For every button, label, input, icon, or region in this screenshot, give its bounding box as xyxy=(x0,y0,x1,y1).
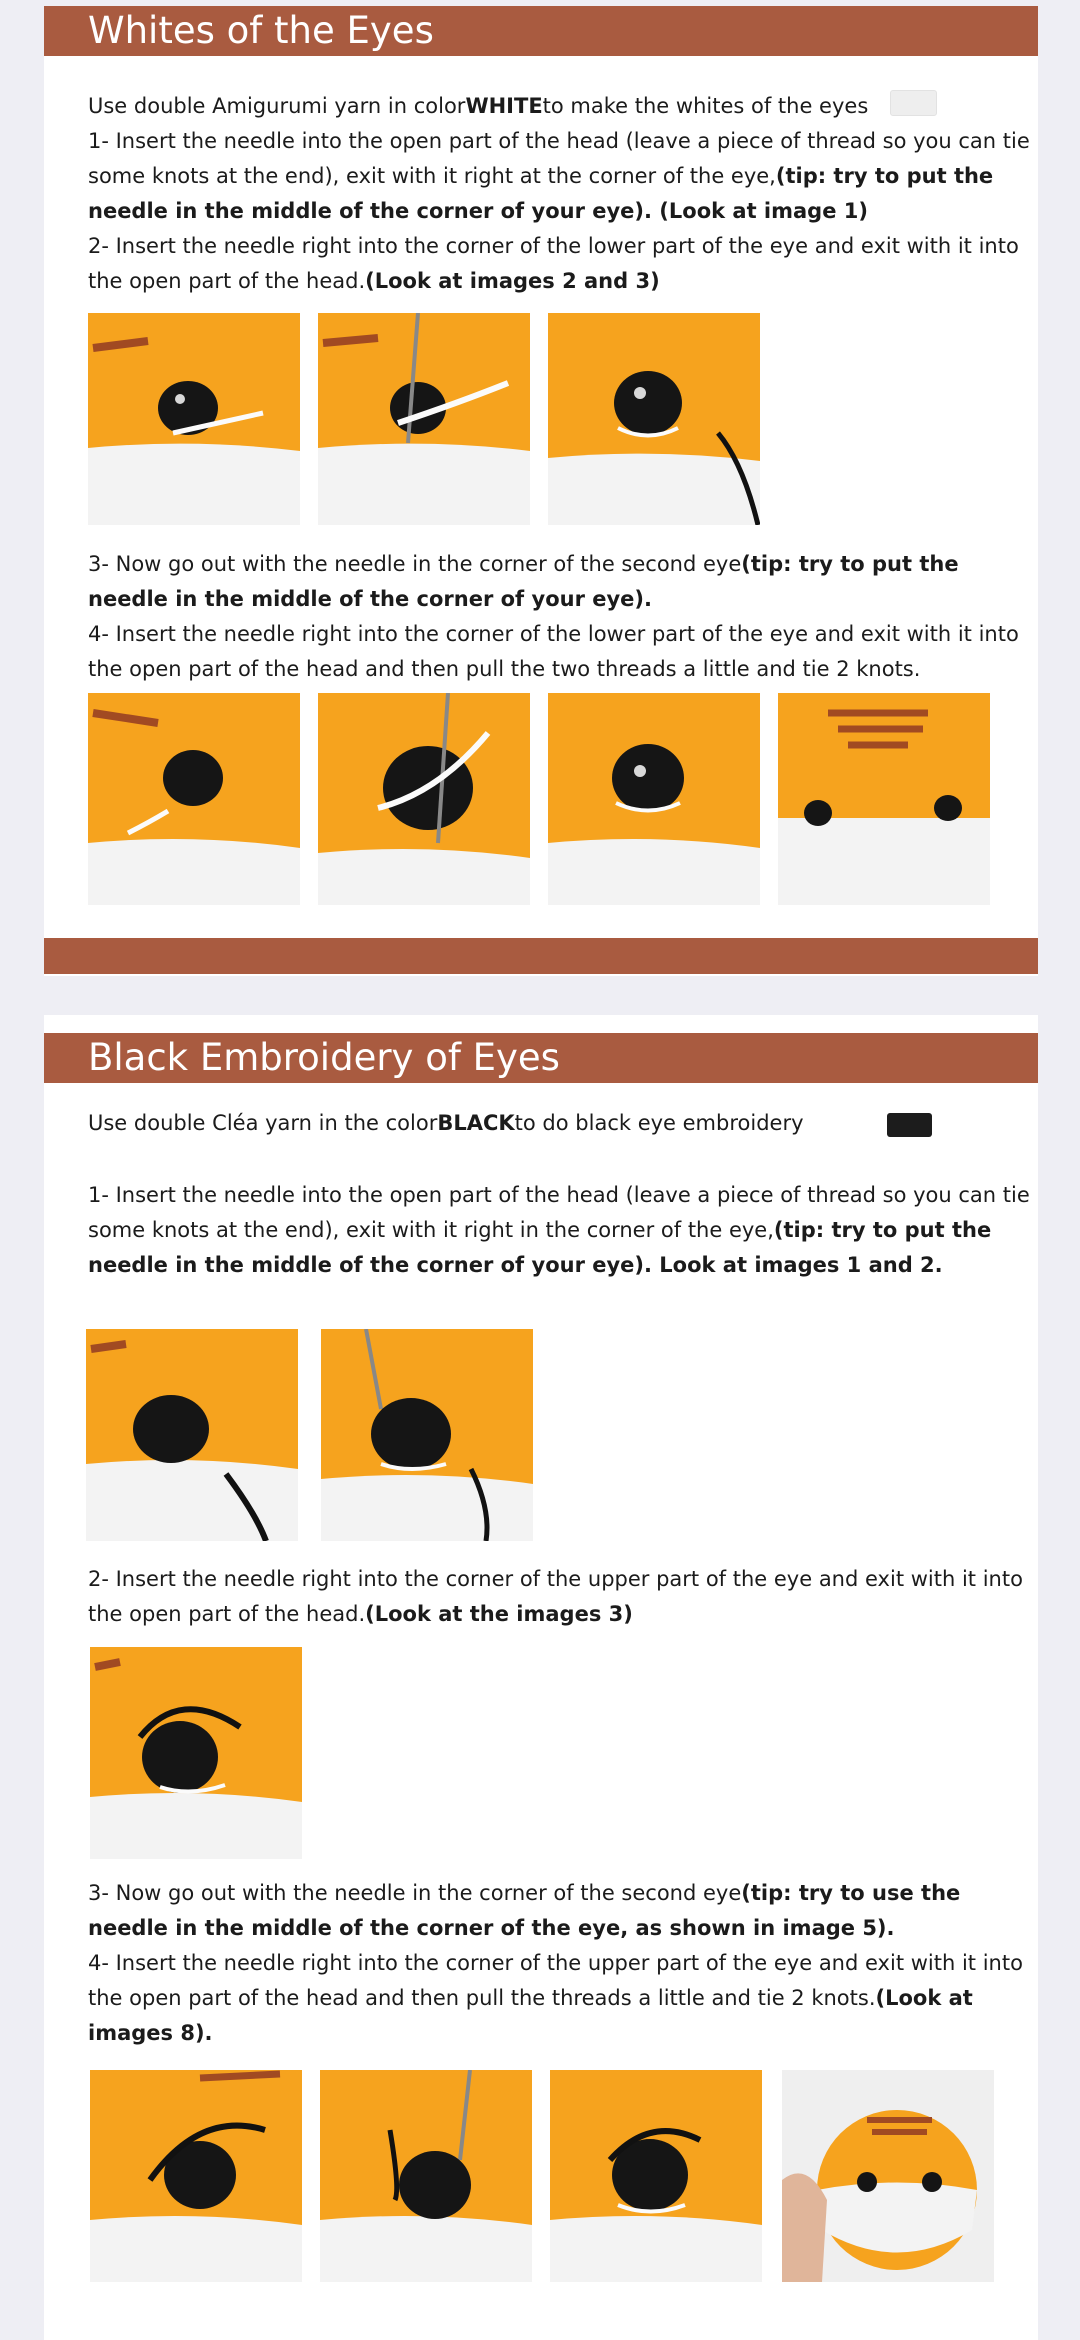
second-eye-needle-photo xyxy=(318,693,530,905)
black-eye-photo-5 xyxy=(320,2070,532,2282)
black-eye-photo-3 xyxy=(90,1647,302,1859)
black-eye-photo-2 xyxy=(321,1329,533,1541)
step-photo-2 xyxy=(321,1329,533,1541)
black-yarn-swatch xyxy=(887,1113,932,1137)
whites-of-eyes-section xyxy=(44,6,1038,976)
intro-text: Use double Cléa yarn in the colorBLACKto do black eye embroidery xyxy=(88,1111,804,1135)
step-1-text: 1- Insert the needle into the open part of the head (leave a piece of thread so you can tie some knots at the end), exit with it right at the corner of the eye,(tip: try to put the needle in the middle of the corner of your eye). (Look at image 1) xyxy=(88,129,1030,223)
second-eye-done-photo xyxy=(548,693,760,905)
step-2-text: 2- Insert the needle right into the corner of the upper part of the eye and exit with it into the open part of the head.(Look at the images 3) xyxy=(88,1567,1023,1626)
step-photo-7 xyxy=(782,2070,994,2282)
second-eye-photo xyxy=(88,693,300,905)
step-2-text: 2- Insert the needle right into the corner of the lower part of the eye and exit with it into the open part of the head.(Look at images 2 and 3) xyxy=(88,234,1019,293)
eye-needle-photo xyxy=(318,313,530,525)
white-yarn-swatch xyxy=(890,90,937,116)
black-eye-photo-6 xyxy=(550,2070,762,2282)
black-eye-photo-4 xyxy=(90,2070,302,2282)
step-photo-5 xyxy=(320,2070,532,2282)
black-embroidery-section xyxy=(44,1015,1038,2340)
black-eye-photo-1 xyxy=(86,1329,298,1541)
step-photo-1 xyxy=(86,1329,298,1541)
head-result-photo xyxy=(778,693,990,905)
step-3-text: 3- Now go out with the needle in the corner of the second eye(tip: try to put the needle in the middle of the corner of your eye). xyxy=(88,552,959,611)
step-photo-2 xyxy=(318,313,530,525)
step-photo-6 xyxy=(548,693,760,905)
section-title: Whites of the Eyes xyxy=(88,9,434,52)
section-footer-band xyxy=(44,938,1038,974)
eye-thread-photo xyxy=(548,313,760,525)
section-header-banner xyxy=(44,1033,1038,1083)
step-photo-6 xyxy=(550,2070,762,2282)
step-photo-7 xyxy=(778,693,990,905)
step-photo-4 xyxy=(88,693,300,905)
finished-head-photo xyxy=(782,2070,994,2282)
step-3-text: 3- Now go out with the needle in the corner of the second eye(tip: try to use the needle in the middle of the corner of the eye, as shown in image 5). xyxy=(88,1881,961,1940)
step-4-text: 4- Insert the needle right into the corner of the lower part of the eye and exit with it into the open part of the head and then pull the two threads a little and tie 2 knots. xyxy=(88,622,1019,681)
step-photo-4 xyxy=(90,2070,302,2282)
section-header-banner xyxy=(44,6,1038,56)
section-title: Black Embroidery of Eyes xyxy=(88,1036,560,1079)
step-1-text: 1- Insert the needle into the open part of the head (leave a piece of thread so you can tie some knots at the end), exit with it right in the corner of the eye,(tip: try to put the needle in the middle of the corner of your eye). Look at images 1 and 2. xyxy=(88,1183,1030,1277)
eye-white-photo xyxy=(88,313,300,525)
step-4-text: 4- Insert the needle right into the corner of the upper part of the eye and exit with it into the open part of the head and then pull the threads a little and tie 2 knots.(Look at images 8). xyxy=(88,1951,1023,2045)
intro-text: Use double Amigurumi yarn in colorWHITEto make the whites of the eyes xyxy=(88,94,869,118)
step-photo-1 xyxy=(88,313,300,525)
step-photo-3 xyxy=(548,313,760,525)
step-photo-3 xyxy=(90,1647,302,1859)
step-photo-5 xyxy=(318,693,530,905)
